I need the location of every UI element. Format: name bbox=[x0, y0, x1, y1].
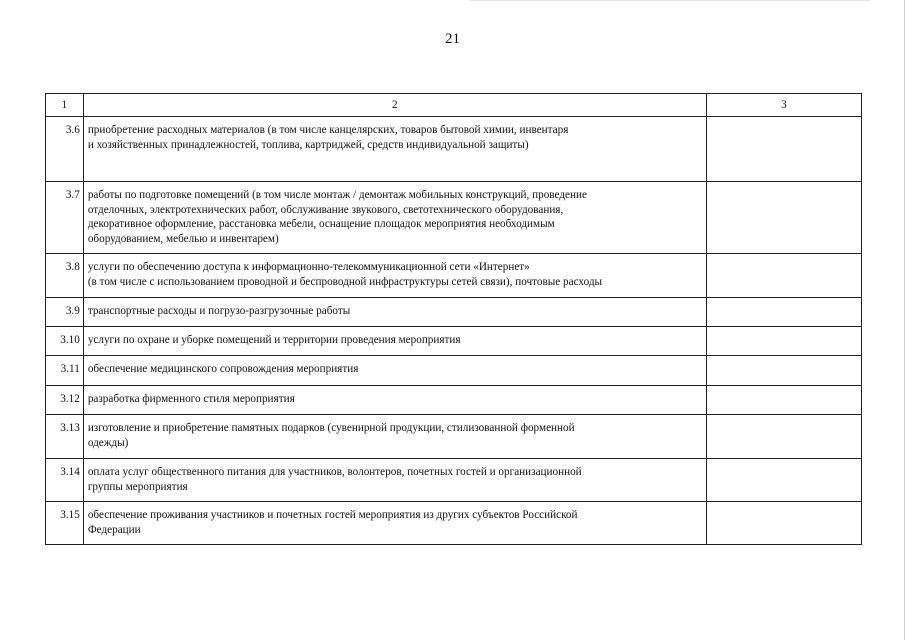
header-col-1: 1 bbox=[46, 94, 84, 117]
row-number: 3.15 bbox=[60, 509, 80, 521]
row-number: 3.10 bbox=[60, 334, 80, 346]
row-number: 3.9 bbox=[65, 305, 80, 317]
row-number: 3.7 bbox=[65, 189, 80, 201]
table-row bbox=[46, 459, 862, 502]
table-row bbox=[46, 502, 862, 545]
table-row bbox=[46, 298, 862, 327]
table-row bbox=[46, 386, 862, 415]
row-value-cell bbox=[706, 386, 861, 415]
table-row bbox=[46, 327, 862, 356]
table-row bbox=[46, 117, 862, 182]
page-number: 21 bbox=[445, 31, 460, 47]
row-value-cell bbox=[706, 117, 861, 182]
row-value-cell bbox=[706, 254, 861, 298]
row-value-cell bbox=[706, 182, 861, 254]
row-description: услуги по обеспечению доступа к информационно-телекоммуникационной сети «Интернет» (в том числе с использованием проводной и беспроводной инфраструктуры сетей связи), почтовые расходы bbox=[87, 261, 603, 288]
row-description: обеспечение проживания участников и почетных гостей мероприятия из других субъектов Российской Федерации bbox=[87, 509, 578, 536]
row-number: 3.6 bbox=[65, 124, 80, 136]
row-description: разработка фирменного стиля мероприятия bbox=[87, 393, 295, 405]
row-value-cell bbox=[706, 298, 861, 327]
table-row bbox=[46, 415, 862, 459]
row-number: 3.14 bbox=[60, 466, 80, 478]
expense-table bbox=[45, 93, 862, 545]
row-number: 3.11 bbox=[60, 363, 80, 375]
row-description: изготовление и приобретение памятных подарков (сувенирной продукции, стилизованной форменной одежды) bbox=[87, 422, 575, 449]
row-number: 3.13 bbox=[60, 422, 80, 434]
row-description: услуги по охране и уборке помещений и территории проведения мероприятия bbox=[87, 334, 461, 346]
scan-edge-top bbox=[470, 0, 870, 1]
row-description: обеспечение медицинского сопровождения мероприятия bbox=[87, 363, 359, 375]
row-description: оплата услуг общественного питания для участников, волонтеров, почетных гостей и организационной группы мероприятия bbox=[87, 466, 582, 493]
row-value-cell bbox=[706, 356, 861, 386]
header-col-2: 2 bbox=[83, 94, 706, 117]
row-description: транспортные расходы и погрузо-разгрузочные работы bbox=[87, 305, 351, 317]
table-row bbox=[46, 356, 862, 386]
row-value-cell bbox=[706, 502, 861, 545]
row-value-cell bbox=[706, 415, 861, 459]
table-row bbox=[46, 182, 862, 254]
row-value-cell bbox=[706, 327, 861, 356]
row-number: 3.8 bbox=[65, 261, 80, 273]
row-description: работы по подготовке помещений (в том числе монтаж / демонтаж мобильных конструкций, проведение отделочных, электротехнических работ, обслуживание звукового, светотехнического оборудования, декоративное оформление, расстановка мебели, оснащение площадок мероприятия необходимым оборудованием, мебелью и инвентарем) bbox=[87, 189, 587, 245]
row-number: 3.12 bbox=[60, 393, 80, 405]
table-row bbox=[46, 254, 862, 298]
row-description: приобретение расходных материалов (в том числе канцелярских, товаров бытовой химии, инвентаря и хозяйственных принадлежностей, топлива, картриджей, средств индивидуальной защиты) bbox=[87, 124, 569, 151]
header-col-3: 3 bbox=[706, 94, 861, 117]
row-value-cell bbox=[706, 459, 861, 502]
table-header-row bbox=[46, 94, 862, 117]
